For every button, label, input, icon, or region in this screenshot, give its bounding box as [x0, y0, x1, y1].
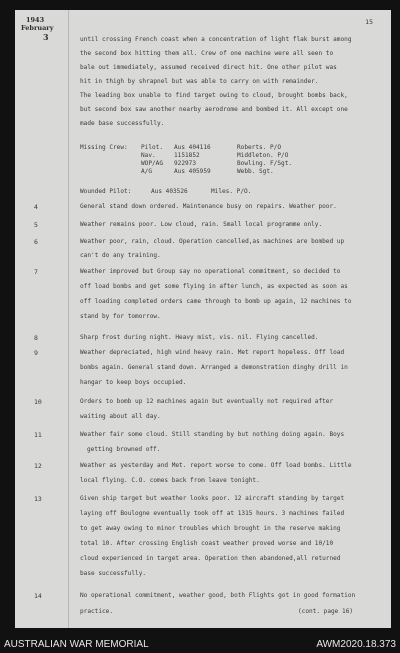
wounded-name: Miles. P/O.	[211, 188, 252, 195]
crew-number: Aus 404116	[174, 144, 211, 151]
text-line: local flying. C.O. comes back from leave tonight.	[80, 477, 260, 484]
text-line: Orders to bomb up 12 machines again but eventually not required after	[80, 398, 334, 405]
text-line: practice.	[80, 608, 114, 615]
text-line: No operational commitment, weather good, both Flights got in good formation	[80, 592, 356, 599]
text-line: Weather depreciated, high wind heavy rain. Met report hopeless. Off load	[80, 349, 345, 356]
text-line: stand by for tomorrow.	[80, 313, 161, 320]
text-line: cloud experienced in target area. Operation then abandoned,all returned	[80, 555, 341, 562]
header-month: February	[21, 24, 54, 32]
entry-day: 14	[34, 592, 42, 600]
text-line: can't do any training.	[80, 252, 161, 259]
crew-name: Middleton. P/O	[237, 152, 289, 159]
entry-day: 4	[34, 203, 38, 211]
crew-role: Pilot.	[141, 144, 164, 151]
header-day: 3	[43, 32, 49, 42]
entry-day: 9	[34, 349, 38, 357]
catalogue-number: AWM2020.18.373	[316, 639, 396, 650]
entry-day: 6	[34, 238, 38, 246]
text-line: Weather remains poor. Low cloud, rain. Small local programme only.	[80, 221, 323, 228]
missing-crew-label: Missing Crew:	[80, 144, 128, 151]
wounded-label: Wounded Pilot:	[80, 188, 132, 195]
entry-day: 11	[34, 431, 42, 439]
text-line: getting browned off.	[87, 446, 161, 453]
margin-rule	[68, 10, 69, 628]
text-line: Weather fair some cloud. Still standing by but nothing doing again. Boys	[80, 431, 345, 438]
crew-role: Nav.	[141, 152, 156, 159]
crew-role: A/G	[141, 168, 153, 175]
crew-number: 922973	[174, 160, 197, 167]
crew-name: Webb. Sgt.	[237, 168, 274, 175]
text-line: but second box saw another nearby aerodrome and bombed it. All except one	[80, 106, 348, 113]
text-line: Weather poor, rain, cloud. Operation cancelled,as machines are bombed up	[80, 238, 345, 245]
entry-day: 8	[34, 334, 38, 342]
text-line: made base successfully.	[80, 120, 165, 127]
crew-number: 1151852	[174, 152, 200, 159]
crew-role: WOP/AG	[141, 160, 164, 167]
crew-number: Aus 405959	[174, 168, 211, 175]
continuation-note: (cont. page 16)	[298, 608, 354, 615]
crew-name: Bowling. F/Sgt.	[237, 160, 293, 167]
text-line: to get away owing to minor troubles which brought in the reserve making	[80, 525, 341, 532]
text-line: off load bombs and get some flying in after lunch, as expected as soon as	[80, 283, 348, 290]
text-line: Weather improved but Group say no operational commitment, so decided to	[80, 268, 341, 275]
text-line: Given ship target but weather looks poor. 12 aircraft standing by target	[80, 495, 345, 502]
header-year: 1943	[26, 16, 45, 24]
text-line: bombs again. General stand down. Arranged a demonstration dinghy drill in	[80, 364, 348, 371]
institution-label: AUSTRALIAN WAR MEMORIAL	[4, 639, 149, 650]
crew-name: Roberts. P/O	[237, 144, 282, 151]
text-line: off loading completed orders came through to bomb up again, 12 machines to	[80, 298, 352, 305]
diary-page	[15, 10, 391, 628]
entry-day: 13	[34, 495, 42, 503]
text-line: the second box hitting them all. Crew of one machine were all seen to	[80, 50, 334, 57]
text-line: hit in thigh by shrapnel but was able to carry on with remainder.	[80, 78, 319, 85]
text-line: hangar to keep boys occupied.	[80, 379, 187, 386]
page-number: 15	[365, 18, 373, 26]
text-line: laying off Boulogne eventually took off at 1315 hours. 3 machines failed	[80, 510, 345, 517]
text-line: General stand down ordered. Maintenance busy on repairs. Weather poor.	[80, 203, 337, 210]
entry-day: 10	[34, 398, 42, 406]
text-line: bale out immediately, assumed received direct hit. One other pilot was	[80, 64, 337, 71]
text-line: Sharp frost during night. Heavy mist, vis. nil. Flying cancelled.	[80, 334, 319, 341]
text-line: base successfully.	[80, 570, 147, 577]
text-line: The leading box unable to find target owing to cloud, brought bombs back,	[80, 92, 348, 99]
text-line: until crossing French coast when a concentration of light flak burst among	[80, 36, 352, 43]
entry-day: 12	[34, 462, 42, 470]
text-line: total 10. After crossing English coast weather proved worse and 10/10	[80, 540, 334, 547]
wounded-number: Aus 403526	[151, 188, 188, 195]
entry-day: 7	[34, 268, 38, 276]
footer-bar	[0, 638, 400, 653]
text-line: Weather as yesterday and Met. report worse to come. Off load bombs. Little	[80, 462, 352, 469]
text-line: waiting about all day.	[80, 413, 161, 420]
entry-day: 5	[34, 221, 38, 229]
